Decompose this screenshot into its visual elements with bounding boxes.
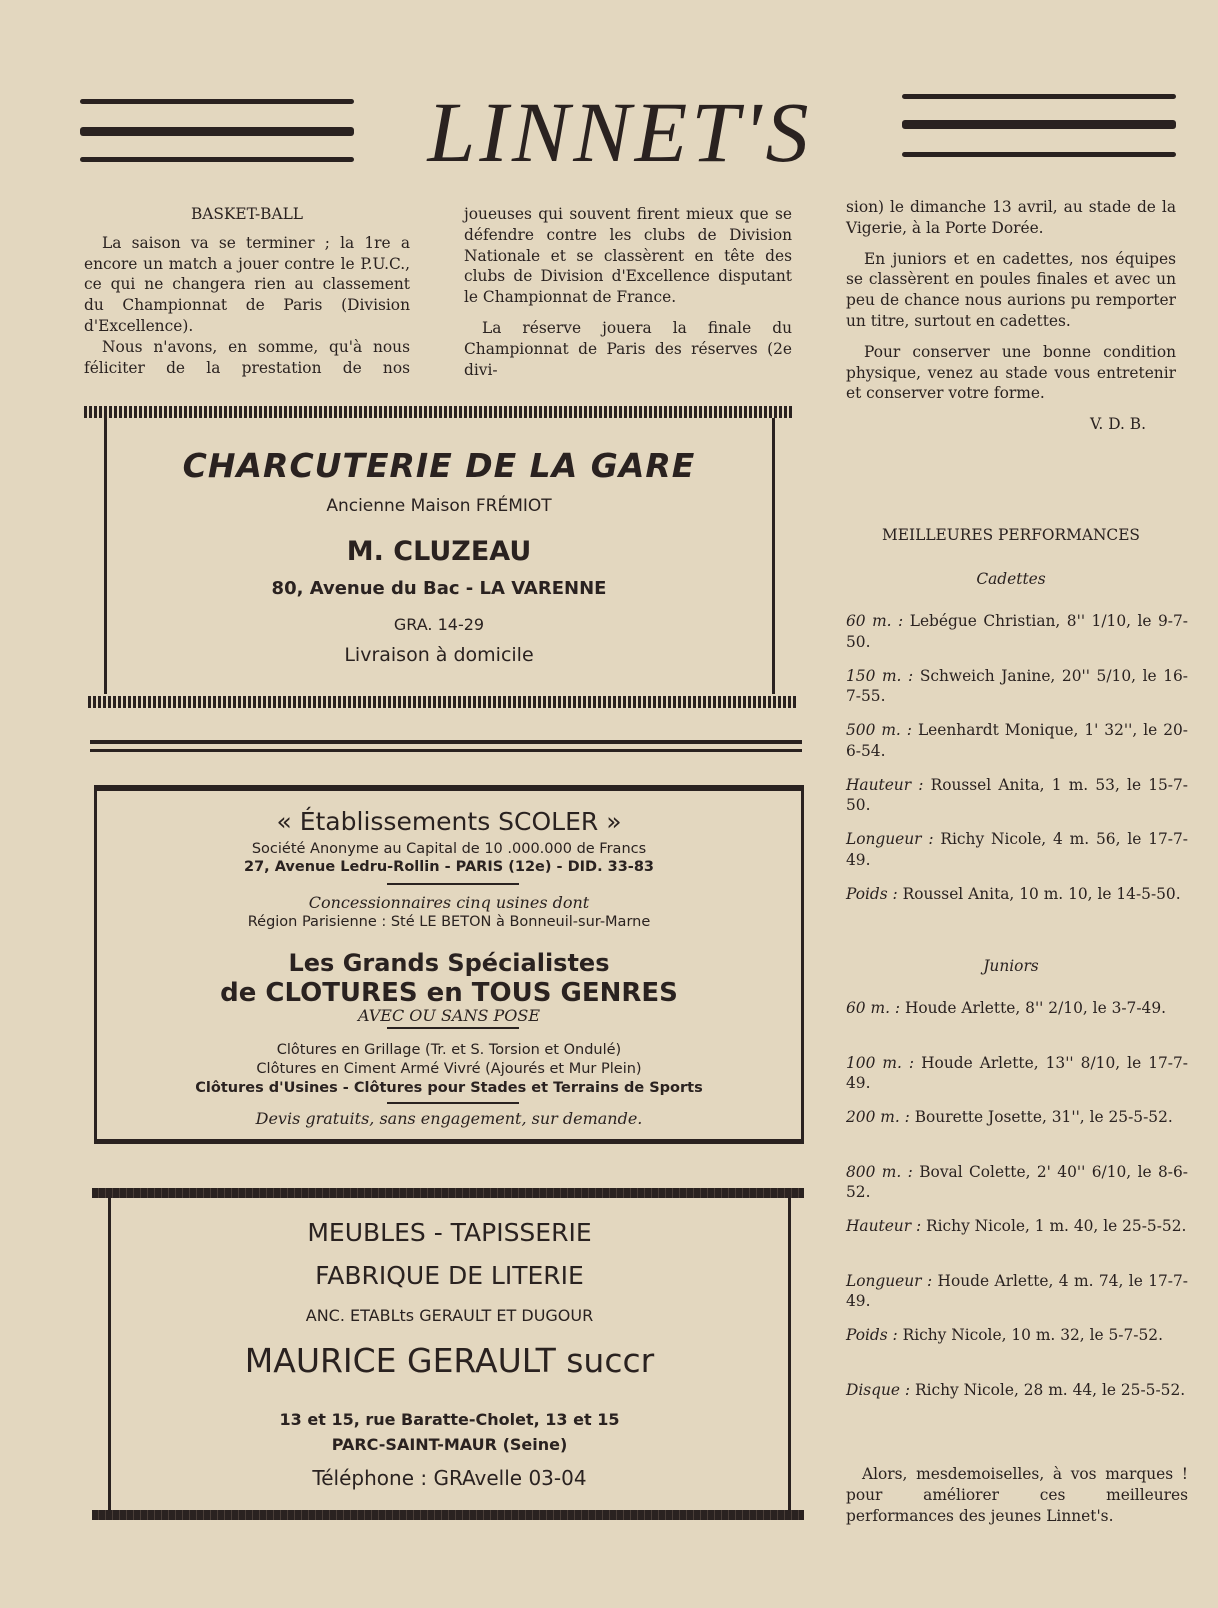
performances-closing: Alors, mesdemoiselles, à vos marques ! pour améliorer ces meilleures performances des jeunes Linnet's. xyxy=(846,1465,1188,1525)
ad2-fence-type-3: Clôtures d'Usines - Clôtures pour Stades et Terrains de Sports xyxy=(195,1080,703,1096)
ad3-bottom-border xyxy=(92,1510,804,1520)
ad1-phone: GRA. 14-29 xyxy=(393,615,485,634)
masthead-rule-right-1 xyxy=(902,94,1176,99)
performance-result: Bourette Josette, 31'', le 25-5-52. xyxy=(914,1108,1173,1126)
ad2-divider-2 xyxy=(387,1027,519,1029)
performance-entry xyxy=(846,1271,1188,1313)
performance-entry xyxy=(846,1216,1188,1237)
performance-event: Hauteur : xyxy=(846,775,931,794)
article-paragraph: Pour conserver une bonne condition physique, venez au stade vous entretenir et conserver votre forme. xyxy=(846,342,1176,403)
performance-event: 60 m. : xyxy=(846,612,910,630)
cadettes-label: Cadettes xyxy=(976,570,1046,588)
ad3-former-establishments: ANC. ETABLts GERAULT ET DUGOUR xyxy=(305,1306,594,1325)
ad1-bottom-border xyxy=(88,696,798,708)
performance-result: Houde Arlette, 4 m. 74, le 17-7-49. xyxy=(846,1271,1188,1311)
performance-entry xyxy=(846,611,1188,653)
performance-event: Poids : xyxy=(846,884,903,903)
performance-event: 200 m. : xyxy=(846,1108,915,1126)
ad2-with-without-install: AVEC OU SANS POSE xyxy=(357,1006,541,1025)
ad2-free-quote: Devis gratuits, sans engagement, sur demande. xyxy=(255,1109,643,1128)
article-paragraph: La réserve jouera la finale du Championnat de Paris des réserves (2e divi- xyxy=(464,318,792,379)
juniors-label: Juniors xyxy=(983,957,1039,975)
ad2-company-capital: Société Anonyme au Capital de 10 .000.000 de Francs xyxy=(251,841,647,857)
performance-entry xyxy=(846,1325,1188,1346)
ad2-specialists: Les Grands Spécialistes xyxy=(288,949,610,977)
masthead-rule-left-3 xyxy=(80,157,354,162)
performance-event: 60 m. : xyxy=(846,999,905,1017)
ad-scoler xyxy=(97,791,801,1139)
ad2-title: « Établissements SCOLER » xyxy=(276,807,622,836)
ad1-delivery: Livraison à domicile xyxy=(344,644,534,666)
ad1-right-border xyxy=(772,418,775,694)
ad2-concessionaires: Concessionnaires cinq usines dont xyxy=(308,893,590,912)
performance-event: 150 m. : xyxy=(846,666,920,685)
performance-result: Leenhardt Monique, 1' 32'', le 20-6-54. xyxy=(846,721,1188,760)
performance-entry xyxy=(846,998,1188,1019)
ad2-fence-type-1: Clôtures en Grillage (Tr. et S. Torsion et Ondulé) xyxy=(276,1042,622,1058)
separator-rule-2 xyxy=(90,749,802,752)
ad1-title: CHARCUTERIE DE LA GARE xyxy=(182,446,696,485)
performance-entry xyxy=(846,1380,1188,1401)
ad3-address: 13 et 15, rue Baratte-Cholet, 13 et 15 xyxy=(279,1410,620,1429)
article-paragraph: La saison va se terminer ; la 1re a encore un match a jouer contre le P.U.C., ce qui ne changera rien au classement du Championnat de Paris (Division d'Excellence). xyxy=(84,233,410,335)
ad1-former-house: Ancienne Maison FRÉMIOT xyxy=(326,496,552,516)
article-column-2 xyxy=(464,204,792,380)
masthead-title: LINNET'S xyxy=(427,84,813,180)
masthead-rule-left-2 xyxy=(80,127,354,136)
ad2-bottom-border xyxy=(94,1139,804,1144)
article-heading: BASKET-BALL xyxy=(190,205,304,223)
performance-event: Longueur : xyxy=(846,830,941,848)
article-paragraph: En juniors et en cadettes, nos équipes se classèrent en poules finales et avec un peu de chance nous aurions pu remporter un titre, surtout en cadettes. xyxy=(846,249,1176,330)
ad2-address: 27, Avenue Ledru-Rollin - PARIS (12e) - DID. 33-83 xyxy=(243,859,655,875)
ad3-phone: Téléphone : GRAvelle 03-04 xyxy=(312,1466,587,1490)
performance-event: 500 m. : xyxy=(846,721,918,739)
performance-result: Richy Nicole, 28 m. 44, le 25-5-52. xyxy=(915,1380,1186,1399)
performance-entry xyxy=(846,720,1188,762)
performances-title: MEILLEURES PERFORMANCES xyxy=(882,526,1140,544)
ad2-right-border xyxy=(801,785,804,1142)
performance-result: Houde Arlette, 8'' 2/10, le 3-7-49. xyxy=(904,999,1167,1017)
ad3-bedding: FABRIQUE DE LITERIE xyxy=(315,1261,584,1290)
performance-result: Houde Arlette, 13'' 8/10, le 17-7-49. xyxy=(846,1053,1188,1093)
performance-event: Disque : xyxy=(846,1380,916,1399)
ad2-region: Région Parisienne : Sté LE BETON à Bonneuil-sur-Marne xyxy=(247,914,651,930)
article-signature: V. D. B. xyxy=(1090,415,1146,434)
performance-result: Boval Colette, 2' 40'' 6/10, le 8-6-52. xyxy=(846,1162,1188,1202)
performance-result: Lebégue Christian, 8'' 1/10, le 9-7-50. xyxy=(846,612,1188,651)
ad2-divider-3 xyxy=(387,1102,519,1104)
performance-result: Schweich Janine, 20'' 5/10, le 16-7-55. xyxy=(846,666,1188,706)
ad3-right-border xyxy=(788,1198,791,1514)
ad-meubles xyxy=(111,1198,788,1510)
ad2-fences: de CLOTURES en TOUS GENRES xyxy=(220,978,678,1008)
article-column-1 xyxy=(84,204,410,378)
separator-rule-1 xyxy=(90,740,802,744)
performance-result: Roussel Anita, 1 m. 53, le 15-7-50. xyxy=(846,775,1188,815)
masthead-rule-left-1 xyxy=(80,99,354,104)
performance-event: Poids : xyxy=(846,1326,903,1344)
masthead-rule-right-2 xyxy=(902,120,1176,129)
ad1-top-border xyxy=(84,406,794,418)
performance-result: Roussel Anita, 10 m. 10, le 14-5-50. xyxy=(902,884,1181,903)
performances-section xyxy=(846,525,1188,1525)
ad3-town: PARC-SAINT-MAUR (Seine) xyxy=(331,1435,568,1454)
performance-entry xyxy=(846,829,1188,871)
ad2-fence-type-2: Clôtures en Ciment Armé Vivré (Ajourés et Mur Plein) xyxy=(256,1061,642,1077)
article-paragraph: Nous n'avons, en somme, qu'à nous féliciter de la prestation de nos xyxy=(84,337,410,377)
performance-event: Hauteur : xyxy=(846,1217,927,1235)
performance-event: Longueur : xyxy=(846,1271,938,1290)
ad3-top-border xyxy=(92,1188,804,1198)
performance-result: Richy Nicole, 4 m. 56, le 17-7-49. xyxy=(846,830,1188,869)
article-paragraph: joueuses qui souvent firent mieux que se défendre contre les clubs de Division Nationale et se classèrent en tête des clubs de Division d'Excellence disputant le Championnat de France. xyxy=(464,205,792,307)
article-paragraph: sion) le dimanche 13 avril, au stade de la Vigerie, à la Porte Dorée. xyxy=(846,198,1176,237)
masthead-rule-right-3 xyxy=(902,152,1176,157)
performance-entry xyxy=(846,884,1188,905)
ad1-owner: M. CLUZEAU xyxy=(346,536,532,567)
ad2-divider-1 xyxy=(387,883,519,885)
performance-entry xyxy=(846,1162,1188,1204)
ad3-owner: MAURICE GERAULT succr xyxy=(244,1341,655,1380)
performance-entry xyxy=(846,1053,1188,1095)
performance-entry xyxy=(846,1107,1188,1128)
performance-event: 800 m. : xyxy=(846,1162,920,1181)
performance-entry xyxy=(846,666,1188,708)
performance-entry xyxy=(846,775,1188,817)
ad-charcuterie xyxy=(106,418,772,694)
performance-result: Richy Nicole, 10 m. 32, le 5-7-52. xyxy=(902,1326,1163,1344)
performance-result: Richy Nicole, 1 m. 40, le 25-5-52. xyxy=(926,1217,1187,1235)
ad3-furniture: MEUBLES - TAPISSERIE xyxy=(307,1218,592,1247)
article-column-3 xyxy=(846,197,1176,435)
ad1-address: 80, Avenue du Bac - LA VARENNE xyxy=(271,578,607,599)
performance-event: 100 m. : xyxy=(846,1053,922,1072)
